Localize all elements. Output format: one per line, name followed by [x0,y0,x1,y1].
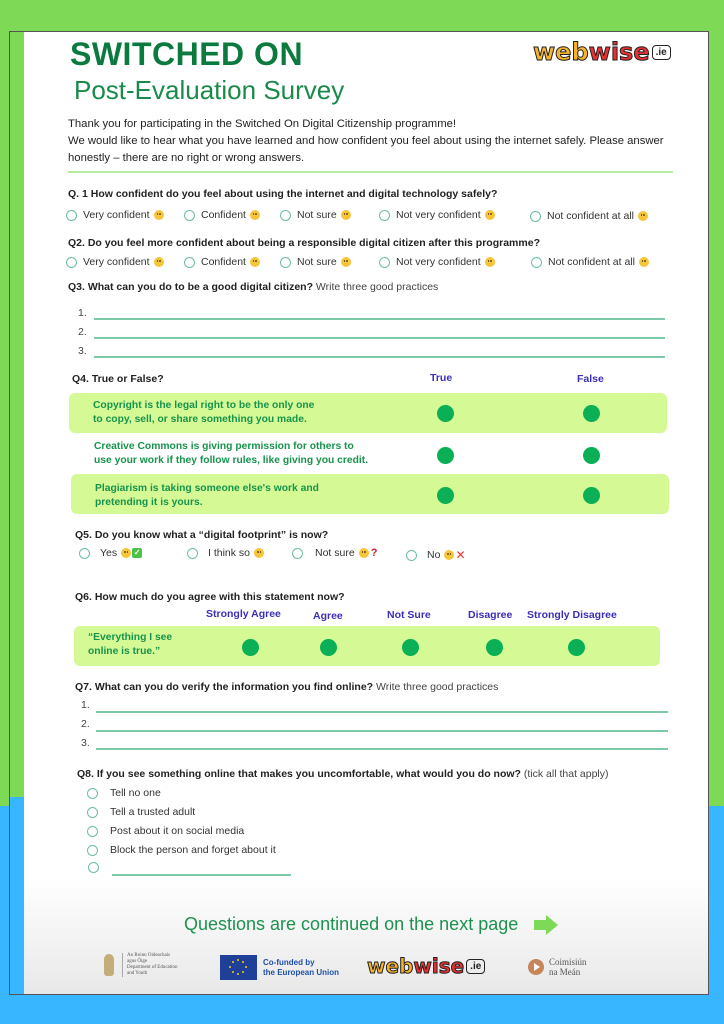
confused-face-icon [485,257,495,267]
neutral-face-icon [359,548,369,558]
eu-flag-icon [220,955,257,980]
q8-question-instruction: (tick all that apply) [520,768,609,780]
q4-question: Q4. True or False? [72,373,164,385]
radio-button[interactable] [280,257,291,268]
q2-option-2[interactable] [184,256,260,268]
q2-option-4[interactable] [379,256,495,268]
q7-line-number-1: 1. [81,699,90,711]
intro-text [68,116,688,167]
q8-question-bold: Q8. If you see something online that makes you uncomfortable, what would you do now? [77,768,521,780]
q8-option-3[interactable] [87,825,244,837]
department-line: Department of Education [127,965,178,970]
q6-header-disagree: Disagree [468,609,513,621]
option-label: Not very confident [396,256,481,268]
q1-option-1[interactable] [66,209,164,221]
cnam-line: na Meán [549,967,581,977]
coimisiun-na-mean-logo [528,957,587,977]
q7-answer-line-1[interactable] [96,711,668,713]
worried-face-icon [638,211,648,221]
q4-false-header: False [577,373,604,385]
q8-option-1[interactable] [87,787,161,799]
continued-notice [184,914,560,935]
statement-line: “Everything I see [88,632,173,643]
q6-header-not-sure: Not Sure [387,609,431,621]
radio-button[interactable] [280,210,291,221]
q8-question [77,768,609,780]
q4-row-1-true-option[interactable] [437,405,454,422]
option-label: Not sure [315,547,355,559]
q3-question-bold: Q3. What can you do to be a good digital citizen? [68,281,314,293]
play-icon [528,959,544,975]
q8-option-2[interactable] [87,806,195,818]
cnam-line: Coimisiún [549,957,587,967]
checkbox[interactable] [87,845,98,856]
q7-answer-line-3[interactable] [96,748,668,750]
q3-line-number-1: 1. [78,307,87,319]
webwise-logo [533,38,671,66]
radio-button[interactable] [379,210,390,221]
q4-statement-2 [94,440,368,467]
option-label: Confident [201,209,246,221]
q5-option-think-so[interactable] [187,547,264,559]
option-label: Tell no one [110,787,161,799]
q4-row-3-false-option[interactable] [583,487,600,504]
eu-text [263,958,339,978]
statement-line: Copyright is the legal right to be the only one [93,400,315,411]
q6-header-strongly-disagree: Strongly Disagree [527,609,617,621]
statement-line: Creative Commons is giving permission for others to [94,441,354,452]
q1-option-5[interactable] [530,210,648,222]
page-edge-blue [10,797,24,994]
q3-line-number-2: 2. [78,326,87,338]
q8-option-other[interactable] [88,862,105,873]
statement-line: online is true.” [88,645,161,657]
q7-line-number-2: 2. [81,718,90,730]
q8-option-4[interactable] [87,844,276,856]
radio-button[interactable] [184,257,195,268]
q1-question: Q. 1 How confident do you feel about using the internet and digital technology safely? [68,188,498,200]
radio-button[interactable] [79,548,90,559]
q6-statement [88,631,172,658]
logo-ie-badge: .ie [466,959,485,974]
check-mark-icon: ✓ [133,548,141,557]
logo-web-text: web [367,954,414,978]
intro-line-2: We would like to hear what you have learned and how confident you feel about using the internet safely. Please answer honestly – there are no right or wrong answers. [68,135,664,164]
statement-line: to copy, sell, or share something you made. [93,413,307,425]
q3-answer-line-2[interactable] [94,337,665,339]
eu-cofunded-logo [220,955,339,980]
q6-header-agree: Agree [313,610,343,622]
q7-question-instruction: Write three good practices [373,681,499,693]
q6-option-strongly-disagree[interactable] [568,639,585,656]
logo-web-text: web [533,38,589,66]
q7-question-bold: Q7. What can you do verify the information you find online? [75,681,374,693]
webwise-footer-logo [367,954,485,978]
q4-row-2-true-option[interactable] [437,447,454,464]
department-of-education-logo [104,953,178,977]
q6-header-strongly-agree: Strongly Agree [206,608,281,620]
q4-statement-3 [95,482,319,509]
q1-option-2[interactable] [184,209,260,221]
page-subtitle: Post-Evaluation Survey [74,75,345,105]
logo-wise-text: wise [588,38,650,66]
q6-question: Q6. How much do you agree with this statement now? [75,591,345,603]
worried-face-icon [639,257,649,267]
department-line: agus Óige [127,959,148,964]
option-label: Block the person and forget about it [110,844,276,856]
grinning-face-icon [121,548,131,558]
radio-button[interactable] [530,211,541,222]
checkbox[interactable] [87,807,98,818]
q7-line-number-3: 3. [81,737,90,749]
q8-other-input-line[interactable] [112,874,291,876]
department-line: An Roinn Oideachais [127,953,171,958]
radio-button[interactable] [531,257,542,268]
radio-button[interactable] [187,548,198,559]
statement-line: pretending it is yours. [95,496,203,508]
radio-button[interactable] [292,548,303,559]
slight-smile-icon [250,257,260,267]
confused-face-icon [444,550,454,560]
neutral-face-icon [341,257,351,267]
q4-row-2-false-option[interactable] [583,447,600,464]
intro-line-1: Thank you for participating in the Switched On Digital Citizenship programme! [68,118,457,130]
q3-question [68,281,438,293]
option-label: No [427,549,441,561]
logo-ie-badge: .ie [652,45,671,60]
survey-page [9,31,709,995]
q4-true-header: True [430,372,453,384]
question-mark-icon: ? [370,547,378,559]
q6-option-strongly-agree[interactable] [242,639,259,656]
q3-answer-line-1[interactable] [94,318,665,320]
q3-line-number-3: 3. [78,345,87,357]
radio-button[interactable] [66,210,77,221]
q5-option-yes[interactable] [79,547,142,559]
q7-question [75,681,498,693]
q6-option-not-sure[interactable] [402,639,419,656]
continued-text: Questions are continued on the next page [184,914,519,934]
radio-button[interactable] [66,257,77,268]
survey-sheet [24,32,708,994]
q3-answer-line-3[interactable] [94,356,665,358]
q4-row-1-false-option[interactable] [583,405,600,422]
q6-option-disagree[interactable] [486,639,503,656]
option-label: Not confident at all [547,210,634,222]
q5-question: Q5. Do you know what a “digital footprint” is now? [75,529,329,541]
thinking-face-icon [254,548,264,558]
option-label: Not sure [297,209,337,221]
q3-question-instruction: Write three good practices [313,281,439,293]
arrow-right-icon[interactable] [534,915,560,935]
slight-smile-icon [250,210,260,220]
q6-option-agree[interactable] [320,639,337,656]
neutral-face-icon [341,210,351,220]
checkbox[interactable] [88,862,99,873]
option-label: Very confident [83,209,150,221]
q1-option-4[interactable] [379,209,495,221]
q1-option-3[interactable] [280,209,351,221]
confused-face-icon [485,210,495,220]
grinning-face-icon [154,257,164,267]
radio-button[interactable] [184,210,195,221]
q2-question: Q2. Do you feel more confident about being a responsible digital citizen after this programme? [68,237,540,249]
radio-button[interactable] [379,257,390,268]
option-label: Tell a trusted adult [110,806,196,818]
harp-icon [104,954,114,976]
q2-option-5[interactable] [531,256,649,268]
option-label: I think so [208,547,251,559]
cnam-text [549,957,587,977]
checkbox[interactable] [87,826,98,837]
q4-row-3-true-option[interactable] [437,487,454,504]
q5-option-not-sure[interactable] [292,547,377,559]
option-label: Not very confident [396,209,481,221]
eu-line: Co-funded by [263,957,315,967]
checkbox[interactable] [87,788,98,799]
department-text [122,953,178,977]
option-label: Confident [201,256,246,268]
option-label: Very confident [83,256,150,268]
radio-button[interactable] [406,550,417,561]
q2-option-3[interactable] [280,256,351,268]
cross-mark-icon: ✕ [455,548,466,562]
option-label: Not confident at all [548,256,635,268]
statement-line: Plagiarism is taking someone else's work and [95,483,319,494]
header-divider [68,171,673,173]
q4-statement-1 [93,399,314,426]
option-label: Yes [100,547,118,559]
q2-option-1[interactable] [66,256,164,268]
option-label: Post about it on social media [110,825,245,837]
option-label: Not sure [297,256,337,268]
q7-answer-line-2[interactable] [96,730,668,732]
logo-wise-text: wise [413,954,465,978]
department-line: and Youth [127,971,148,976]
page-title: SWITCHED ON [70,36,304,72]
grinning-face-icon [154,210,164,220]
eu-line: the European Union [263,967,339,977]
q5-option-no[interactable] [406,548,466,562]
statement-line: use your work if they follow rules, like giving you credit. [94,454,369,466]
